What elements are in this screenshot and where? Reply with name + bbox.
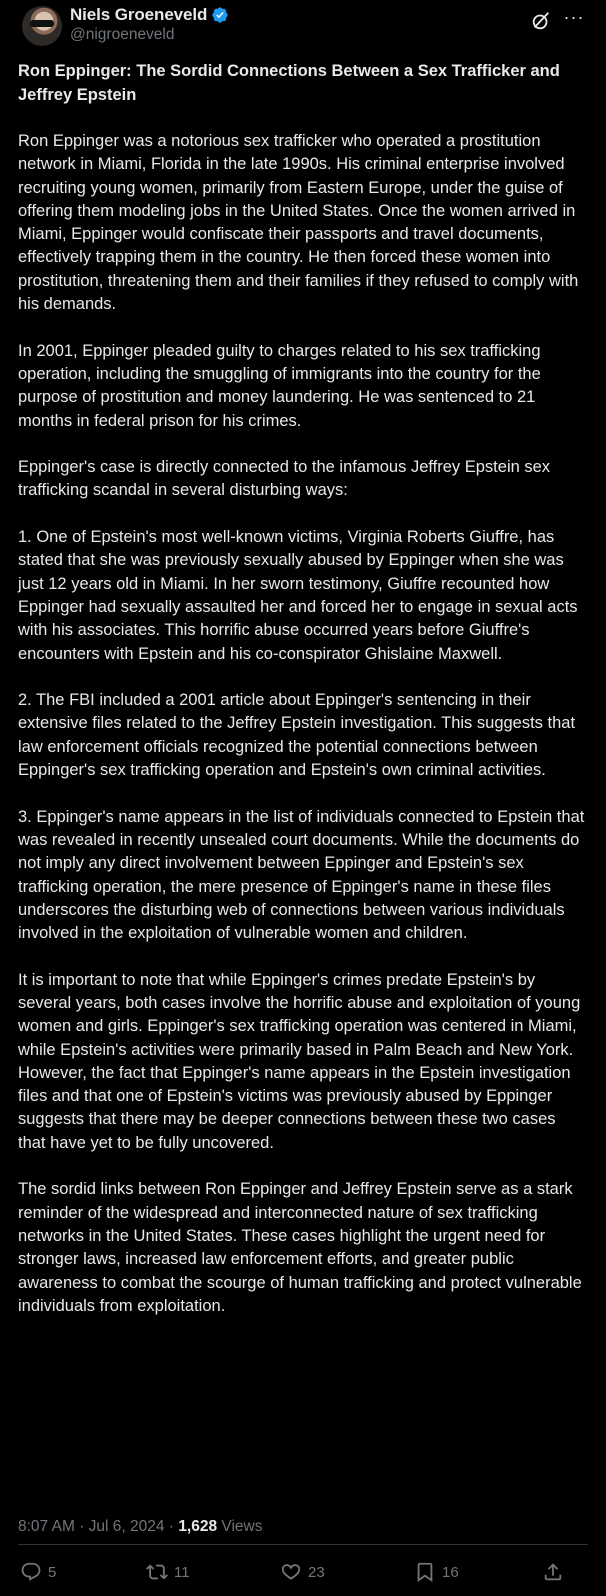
share-button[interactable]	[542, 1561, 564, 1583]
bookmark-icon	[414, 1561, 436, 1583]
post-time[interactable]: 8:07 AM	[18, 1518, 75, 1535]
share-icon	[542, 1561, 564, 1583]
post-paragraph: It is important to note that while Eppinger's crimes predate Epstein's by several years, both cases involve the horrific abuse and exploitation of young women and girls. Eppinger's sex trafficking operation was centered in Miami, while Epstein's activities were primarily based in Palm Beach and New York. However, the fact that Eppinger's name appears in the Epstein investigation files and that one of Epstein's victims was previously abused by Eppinger suggests that there may be deeper connections between these two cases that have yet to be fully uncovered.	[18, 970, 581, 1152]
bookmark-count: 16	[442, 1563, 459, 1581]
post-paragraph: 1. One of Epstein's most well-known victims, Virginia Roberts Giuffre, has stated that she was previously sexually abused by Eppinger when she was just 12 years old in Miami. In her sworn testimony, Giuffre recounted how Eppinger had sexually assaulted her and forced her to engage in sexual acts with his associates. This horrific abuse occurred years before Giuffre's encounters with Epstein and his co-conspirator Ghislaine Maxwell.	[18, 528, 578, 663]
post-date[interactable]: Jul 6, 2024	[88, 1518, 165, 1535]
repost-icon	[146, 1561, 168, 1583]
post-meta	[18, 1517, 263, 1537]
repost-button[interactable]	[146, 1561, 190, 1583]
repost-count: 11	[174, 1563, 190, 1581]
avatar[interactable]	[22, 6, 62, 46]
post-paragraph: 3. Eppinger's name appears in the list of individuals connected to Epstein that was revealed in recently unsealed court documents. While the documents do not imply any direct involvement between Eppinger and Epstein's sex trafficking operation, the mere presence of Eppinger's name in these files underscores the disturbing web of connections between various individuals involved in the exploitation of vulnerable women and children.	[18, 807, 585, 943]
reply-count: 5	[48, 1563, 57, 1581]
action-bar	[18, 1561, 588, 1587]
heart-icon	[280, 1561, 302, 1583]
post-paragraph: Ron Eppinger was a notorious sex trafficker who operated a prostitution network in Miami, Florida in the late 1990s. His criminal enterprise involved recruiting young women, primarily from Eastern Europe, under the guise of offering them modeling jobs in the United States. Once the women arrived in Miami, Eppinger would confiscate their passports and travel documents, effectively trapping them in the country. He then forced these women into prostitution, threatening them and their families if they refused to comply with his demands.	[18, 132, 579, 314]
post-paragraph: 2. The FBI included a 2001 article about Eppinger's sentencing in their extensive files related to the Jeffrey Epstein investigation. This suggests that law enforcement officials recognized the potential connections between Eppinger's sex trafficking operation and Epstein's own criminal activities.	[18, 691, 576, 780]
author-names	[70, 4, 229, 45]
more-icon[interactable]: ···	[563, 7, 585, 27]
post-header	[18, 4, 588, 52]
verified-badge-icon	[211, 6, 229, 24]
post-paragraph: Eppinger's case is directly connected to the infamous Jeffrey Epstein sex trafficking scandal in several disturbing ways:	[18, 458, 551, 500]
post-title: Ron Eppinger: The Sordid Connections Between a Sex Trafficker and Jeffrey Epstein	[18, 62, 560, 104]
handle[interactable]: @nigroeneveld	[70, 26, 175, 43]
meta-separator: ·	[168, 1518, 174, 1535]
display-name[interactable]: Niels Groeneveld	[70, 4, 208, 24]
meta-separator: ·	[79, 1518, 85, 1535]
like-button[interactable]	[280, 1561, 325, 1583]
views-count: 1,628	[178, 1518, 218, 1535]
divider	[18, 1544, 588, 1545]
bookmark-button[interactable]	[414, 1561, 459, 1583]
grok-icon[interactable]	[530, 10, 552, 32]
reply-button[interactable]	[20, 1561, 56, 1583]
post-paragraph: In 2001, Eppinger pleaded guilty to charges related to his sex trafficking operation, including the smuggling of immigrants into the country for the purpose of prostitution and money laundering. He was sentenced to 21 months in federal prison for his crimes.	[18, 341, 541, 430]
views-label: Views	[221, 1518, 263, 1535]
post-body	[18, 130, 586, 1341]
reply-icon	[20, 1561, 42, 1583]
like-count: 23	[308, 1563, 325, 1581]
post-paragraph: The sordid links between Ron Eppinger and Jeffrey Epstein serve as a stark reminder of the widespread and interconnected nature of sex trafficking networks in the United States. These cases highlight the urgent need for stronger laws, increased law enforcement efforts, and greater public awareness to combat the scourge of human trafficking and protect vulnerable individuals from exploitation.	[18, 1180, 582, 1315]
